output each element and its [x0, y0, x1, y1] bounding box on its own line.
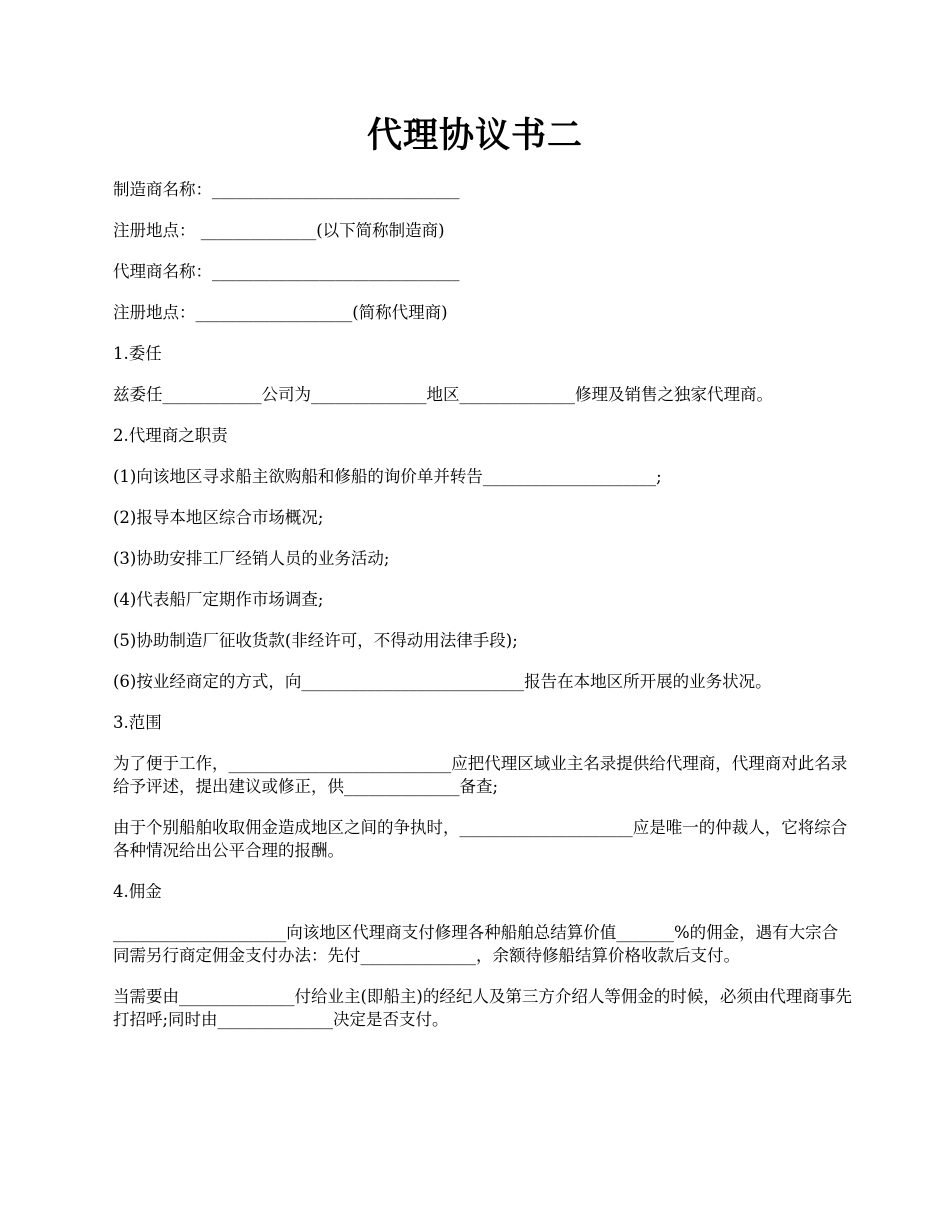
section-heading-duties: 2.代理商之职责: [113, 426, 228, 445]
duty-item-5: (5)协助制造厂征收货款(非经许可，不得动用法律手段);: [113, 631, 518, 650]
document-title: 代理协议书二: [366, 115, 583, 156]
scope-paragraph-2: 由于个别船舶收取佣金造成地区之间的争执时，_____________________应是唯一的仲裁人，它将综合各种情况给出公平合理的报酬。: [113, 818, 848, 860]
duty-item-2: (2)报导本地区综合市场概况;: [113, 508, 324, 527]
appointment-paragraph: 兹委任____________公司为______________地区______________修理及销售之独家代理商。: [113, 385, 773, 404]
section-heading-commission: 4.佣金: [113, 882, 162, 901]
duty-item-1: (1)向该地区寻求船主欲购船和修船的询价单并转告_____________________;: [113, 467, 662, 486]
section-heading-scope: 3.范围: [113, 713, 162, 732]
duty-item-6: (6)按业经商定的方式，向___________________________报告在本地区所开展的业务状况。: [113, 672, 772, 691]
manufacturer-address-line: 注册地点： ______________(以下简称制造商): [113, 221, 445, 240]
commission-paragraph-1: _____________________向该地区代理商支付修理各种船舶总结算价值_______%的佣金，遇有大宗合同需另行商定佣金支付办法：先付______________，余额待修船结算价格收款后支付。: [113, 923, 839, 965]
agent-address-line: 注册地点：___________________(简称代理商): [113, 303, 448, 322]
section-heading-appointment: 1.委任: [113, 344, 162, 363]
duty-item-3: (3)协助安排工厂经销人员的业务活动;: [113, 549, 390, 568]
scope-paragraph-1: 为了便于工作，___________________________应把代理区域业主名录提供给代理商，代理商对此名录给予评述，提出建议或修正，供______________备查;: [113, 754, 848, 796]
duty-item-4: (4)代表船厂定期作市场调查;: [113, 590, 324, 609]
document-body: [113, 178, 853, 1049]
commission-paragraph-2: 当需要由______________付给业主(即船主)的经纪人及第三方介绍人等佣金的时候，必须由代理商事先打招呼;同时由______________决定是否支付。: [113, 987, 852, 1029]
manufacturer-name-line: 制造商名称：______________________________: [113, 180, 460, 199]
agent-name-line: 代理商名称：______________________________: [113, 262, 460, 281]
